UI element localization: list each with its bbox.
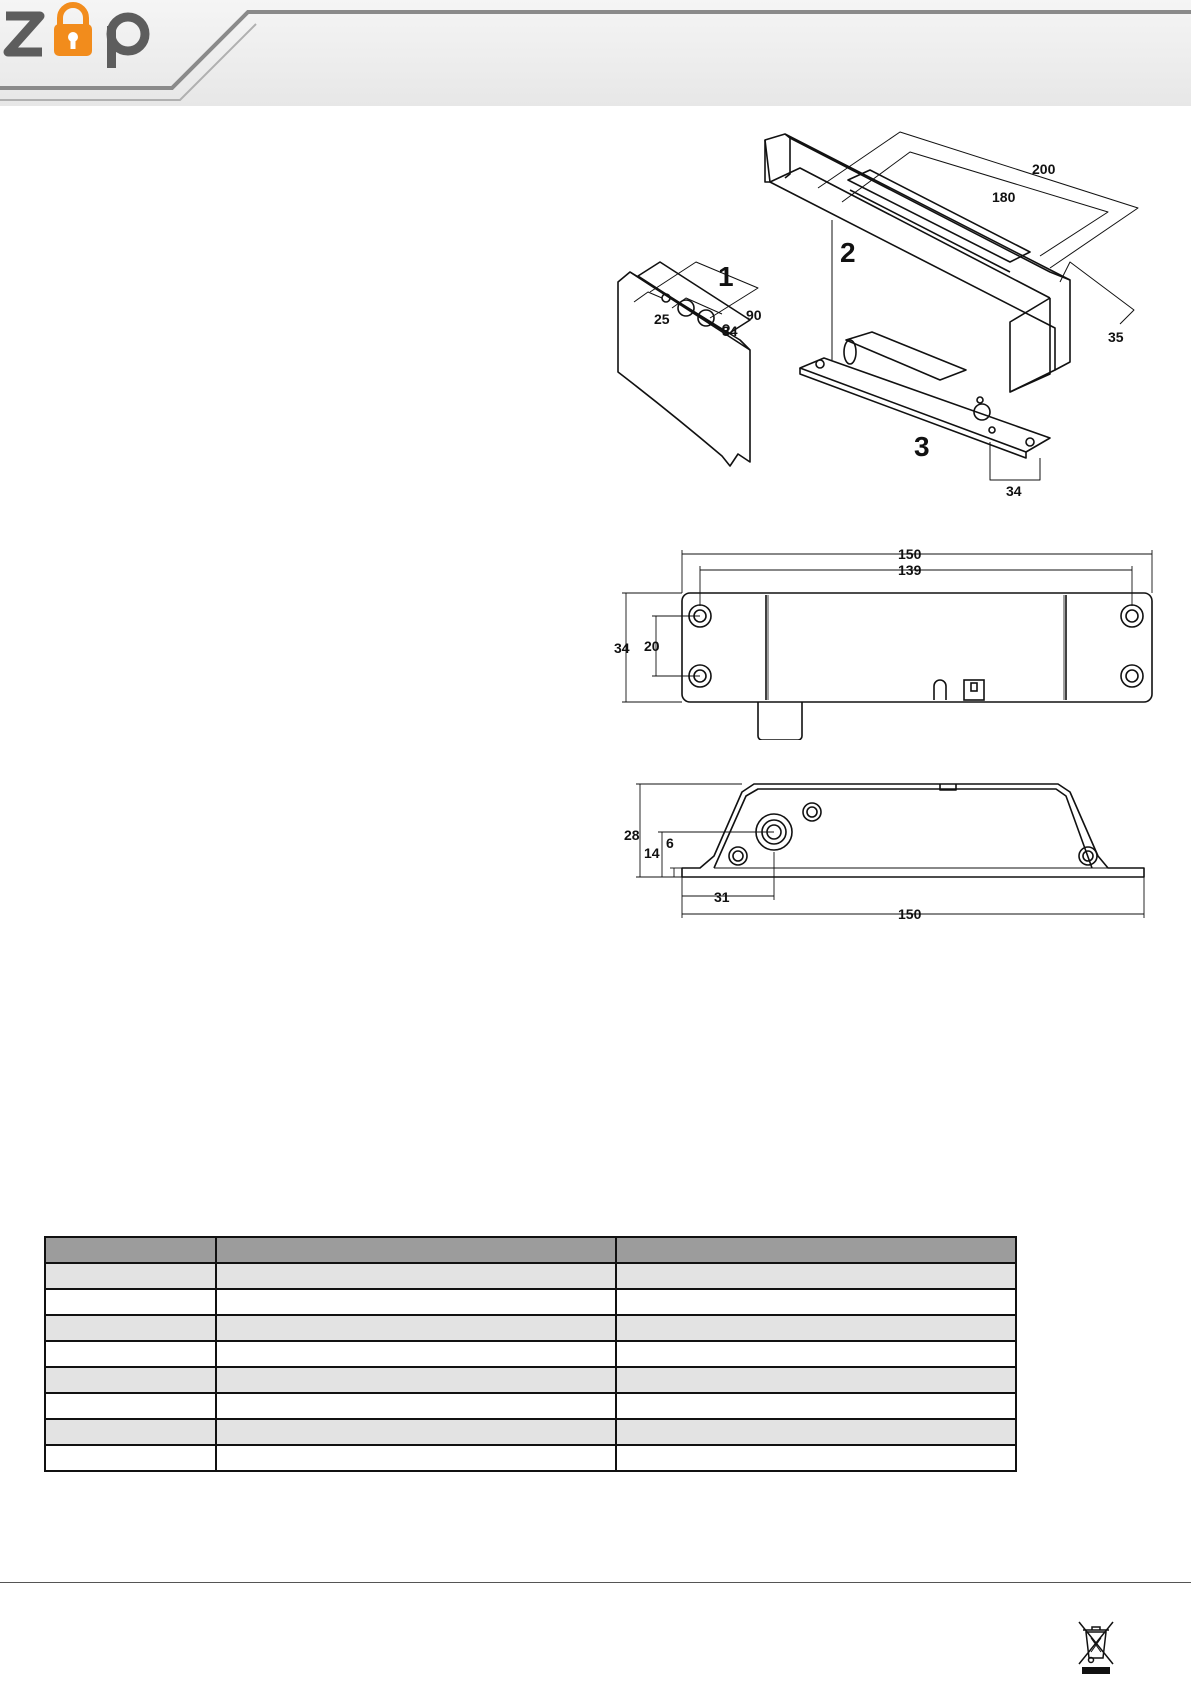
door-frame: [765, 134, 1070, 370]
dim-34-height: 34: [614, 640, 630, 656]
table-cell: [45, 1341, 216, 1367]
dim-34-door: 34: [722, 323, 738, 339]
header-cell: [616, 1237, 1016, 1263]
dim-28: 28: [624, 827, 640, 843]
table-cell: [616, 1341, 1016, 1367]
table-cell: [45, 1419, 216, 1445]
table-cell: [216, 1289, 616, 1315]
table-cell: [616, 1315, 1016, 1341]
dim-31: 31: [714, 889, 730, 905]
top-view-drawing: [608, 540, 1168, 740]
zap-logo: [0, 0, 160, 70]
header-cell: [216, 1237, 616, 1263]
table-cell: [216, 1367, 616, 1393]
table-cell: [45, 1315, 216, 1341]
table-row: [45, 1419, 1016, 1445]
table-cell: [216, 1393, 616, 1419]
dim-34-lock: 34: [1006, 483, 1022, 499]
dim-150-top: 150: [898, 546, 922, 562]
door-leaf: [618, 272, 750, 466]
table-cell: [45, 1289, 216, 1315]
table-cell: [45, 1445, 216, 1471]
table-cell: [616, 1289, 1016, 1315]
table-cell: [216, 1419, 616, 1445]
dim-180: 180: [992, 189, 1016, 205]
dim-200: 200: [1032, 161, 1056, 177]
footer-divider: [0, 1582, 1191, 1583]
table-cell: [616, 1419, 1016, 1445]
table-cell: [45, 1263, 216, 1289]
table-cell: [616, 1393, 1016, 1419]
table-cell: [616, 1445, 1016, 1471]
header-frame: [0, 0, 1191, 106]
part-number-1: 1: [718, 261, 734, 292]
table-header-row: [45, 1237, 1016, 1263]
table-row: [45, 1393, 1016, 1419]
part-number-2: 2: [840, 237, 856, 268]
lock-housing-top: [682, 593, 1152, 702]
dim-150-side: 150: [898, 906, 922, 922]
header-cell: [45, 1237, 216, 1263]
dim-6: 6: [666, 835, 674, 851]
part-number-3: 3: [914, 431, 930, 462]
table-row: [45, 1263, 1016, 1289]
table-cell: [216, 1315, 616, 1341]
lock-housing-side: [682, 784, 1144, 877]
side-view-drawing: [608, 782, 1168, 922]
dim-14: 14: [644, 845, 660, 861]
isometric-drawing: [610, 112, 1170, 522]
table-row: [45, 1445, 1016, 1471]
table-row: [45, 1341, 1016, 1367]
table-cell: [616, 1367, 1016, 1393]
table-cell: [45, 1393, 216, 1419]
table-cell: [216, 1445, 616, 1471]
table-cell: [216, 1263, 616, 1289]
weee-crossed-bin-icon: [1076, 1618, 1116, 1674]
dim-35: 35: [1108, 329, 1124, 345]
table-cell: [45, 1367, 216, 1393]
table-row: [45, 1367, 1016, 1393]
table-row: [45, 1315, 1016, 1341]
dim-90: 90: [746, 307, 762, 323]
dim-139: 139: [898, 562, 922, 578]
dim-25: 25: [654, 311, 670, 327]
specification-table: [44, 1236, 1017, 1472]
table-row: [45, 1289, 1016, 1315]
table-cell: [616, 1263, 1016, 1289]
dim-20: 20: [644, 638, 660, 654]
page-header: [0, 0, 1191, 106]
lock-bolt-top: [758, 702, 802, 740]
table-cell: [216, 1341, 616, 1367]
